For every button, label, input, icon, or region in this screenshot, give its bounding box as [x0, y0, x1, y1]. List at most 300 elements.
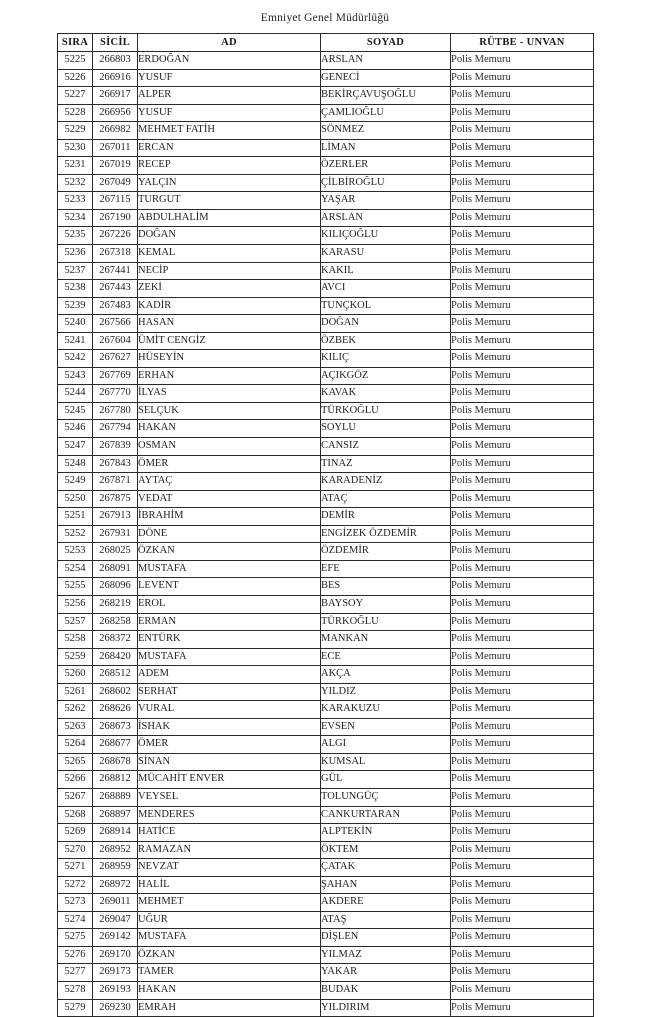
table-row: [58, 174, 594, 192]
cell-rutbe: Polis Memuru: [451, 508, 594, 526]
table-row: [58, 332, 594, 350]
cell-soyad: BES: [321, 578, 451, 596]
cell-sicil: 266916: [93, 69, 138, 87]
table-row: [58, 473, 594, 491]
cell-rutbe: Polis Memuru: [451, 946, 594, 964]
cell-sira: 5257: [58, 613, 93, 631]
cell-rutbe: Polis Memuru: [451, 929, 594, 947]
table-row: [58, 87, 594, 105]
cell-sicil: 269047: [93, 911, 138, 929]
cell-sira: 5242: [58, 350, 93, 368]
cell-sicil: 268673: [93, 718, 138, 736]
cell-sira: 5234: [58, 209, 93, 227]
cell-ad: TURGUT: [138, 192, 321, 210]
cell-ad: KADİR: [138, 297, 321, 315]
table-row: [58, 824, 594, 842]
table-row: [58, 578, 594, 596]
cell-rutbe: Polis Memuru: [451, 473, 594, 491]
cell-rutbe: Polis Memuru: [451, 87, 594, 105]
cell-soyad: ARSLAN: [321, 209, 451, 227]
table-row: [58, 297, 594, 315]
table-row: [58, 806, 594, 824]
roster-table-container: [57, 33, 593, 1017]
cell-sicil: 266917: [93, 87, 138, 105]
table-row: [58, 648, 594, 666]
column-header-rutbe: RÜTBE - UNVAN: [451, 34, 594, 52]
table-row: [58, 631, 594, 649]
cell-rutbe: Polis Memuru: [451, 876, 594, 894]
cell-soyad: CANKURTARAN: [321, 806, 451, 824]
cell-sicil: 268678: [93, 753, 138, 771]
cell-sira: 5241: [58, 332, 93, 350]
cell-sicil: 268889: [93, 788, 138, 806]
cell-rutbe: Polis Memuru: [451, 332, 594, 350]
table-row: [58, 560, 594, 578]
cell-rutbe: Polis Memuru: [451, 999, 594, 1017]
cell-rutbe: Polis Memuru: [451, 543, 594, 561]
table-row: [58, 69, 594, 87]
cell-sicil: 267190: [93, 209, 138, 227]
cell-rutbe: Polis Memuru: [451, 490, 594, 508]
table-body: [58, 52, 594, 1017]
cell-rutbe: Polis Memuru: [451, 420, 594, 438]
cell-soyad: KARAKUZU: [321, 701, 451, 719]
cell-soyad: DİŞLEN: [321, 929, 451, 947]
cell-soyad: ÖZDEMİR: [321, 543, 451, 561]
cell-ad: HASAN: [138, 315, 321, 333]
cell-sicil: 268602: [93, 683, 138, 701]
table-row: [58, 525, 594, 543]
cell-sicil: 268897: [93, 806, 138, 824]
cell-soyad: TÜRKOĞLU: [321, 613, 451, 631]
cell-sira: 5236: [58, 245, 93, 263]
cell-soyad: MANKAN: [321, 631, 451, 649]
cell-soyad: TINAZ: [321, 455, 451, 473]
table-row: [58, 771, 594, 789]
cell-sira: 5274: [58, 911, 93, 929]
cell-sira: 5238: [58, 280, 93, 298]
table-row: [58, 701, 594, 719]
cell-sicil: 267627: [93, 350, 138, 368]
cell-sicil: 267483: [93, 297, 138, 315]
cell-sira: 5267: [58, 788, 93, 806]
cell-rutbe: Polis Memuru: [451, 455, 594, 473]
cell-ad: ERCAN: [138, 139, 321, 157]
cell-soyad: SÖNMEZ: [321, 122, 451, 140]
cell-soyad: ÇAMLIOĞLU: [321, 104, 451, 122]
cell-rutbe: Polis Memuru: [451, 385, 594, 403]
cell-sira: 5275: [58, 929, 93, 947]
cell-soyad: ECE: [321, 648, 451, 666]
cell-ad: ERHAN: [138, 367, 321, 385]
cell-rutbe: Polis Memuru: [451, 824, 594, 842]
cell-soyad: YAKAR: [321, 964, 451, 982]
cell-ad: HATİCE: [138, 824, 321, 842]
cell-sicil: 268677: [93, 736, 138, 754]
cell-sira: 5255: [58, 578, 93, 596]
cell-sicil: 268972: [93, 876, 138, 894]
cell-soyad: CANSIZ: [321, 438, 451, 456]
cell-soyad: TÜRKOĞLU: [321, 402, 451, 420]
cell-ad: ÖZKAN: [138, 543, 321, 561]
page-title: Emniyet Genel Müdürlüğü: [260, 12, 390, 24]
table-row: [58, 753, 594, 771]
table-row: [58, 876, 594, 894]
cell-sicil: 267913: [93, 508, 138, 526]
cell-ad: MUSTAFA: [138, 560, 321, 578]
cell-sira: 5253: [58, 543, 93, 561]
cell-soyad: ÇATAK: [321, 859, 451, 877]
table-row: [58, 946, 594, 964]
cell-ad: YUSUF: [138, 104, 321, 122]
cell-sira: 5243: [58, 367, 93, 385]
column-header-sira: SIRA: [58, 34, 93, 52]
cell-sira: 5246: [58, 420, 93, 438]
table-row: [58, 788, 594, 806]
cell-ad: NEVZAT: [138, 859, 321, 877]
cell-rutbe: Polis Memuru: [451, 315, 594, 333]
cell-ad: NECİP: [138, 262, 321, 280]
table-header-row: [58, 34, 594, 52]
cell-sira: 5230: [58, 139, 93, 157]
cell-sira: 5268: [58, 806, 93, 824]
cell-sicil: 268420: [93, 648, 138, 666]
cell-sira: 5237: [58, 262, 93, 280]
cell-soyad: YILDIZ: [321, 683, 451, 701]
cell-rutbe: Polis Memuru: [451, 788, 594, 806]
table-row: [58, 508, 594, 526]
cell-rutbe: Polis Memuru: [451, 648, 594, 666]
cell-sicil: 267011: [93, 139, 138, 157]
cell-ad: RAMAZAN: [138, 841, 321, 859]
cell-sira: 5244: [58, 385, 93, 403]
cell-sira: 5262: [58, 701, 93, 719]
table-row: [58, 929, 594, 947]
cell-sira: 5233: [58, 192, 93, 210]
cell-sira: 5258: [58, 631, 93, 649]
cell-sira: 5271: [58, 859, 93, 877]
cell-sicil: 267049: [93, 174, 138, 192]
cell-soyad: ÇİLBİROĞLU: [321, 174, 451, 192]
table-row: [58, 245, 594, 263]
cell-soyad: BEKİRÇAVUŞOĞLU: [321, 87, 451, 105]
table-row: [58, 613, 594, 631]
table-row: [58, 192, 594, 210]
cell-soyad: GÜL: [321, 771, 451, 789]
table-row: [58, 402, 594, 420]
cell-soyad: GENECİ: [321, 69, 451, 87]
cell-rutbe: Polis Memuru: [451, 701, 594, 719]
cell-ad: TAMER: [138, 964, 321, 982]
cell-sicil: 268096: [93, 578, 138, 596]
cell-sira: 5229: [58, 122, 93, 140]
table-row: [58, 736, 594, 754]
table-row: [58, 420, 594, 438]
cell-soyad: ÖZBEK: [321, 332, 451, 350]
cell-sicil: 269011: [93, 894, 138, 912]
table-row: [58, 157, 594, 175]
table-row: [58, 718, 594, 736]
cell-ad: HAKAN: [138, 420, 321, 438]
cell-soyad: AKDERE: [321, 894, 451, 912]
cell-rutbe: Polis Memuru: [451, 262, 594, 280]
cell-rutbe: Polis Memuru: [451, 666, 594, 684]
table-row: [58, 999, 594, 1017]
table-row: [58, 315, 594, 333]
cell-sira: 5232: [58, 174, 93, 192]
cell-sicil: 268372: [93, 631, 138, 649]
cell-rutbe: Polis Memuru: [451, 297, 594, 315]
cell-sicil: 267019: [93, 157, 138, 175]
cell-rutbe: Polis Memuru: [451, 613, 594, 631]
cell-ad: AYTAÇ: [138, 473, 321, 491]
table-row: [58, 122, 594, 140]
cell-soyad: KUMSAL: [321, 753, 451, 771]
column-header-soyad: SOYAD: [321, 34, 451, 52]
cell-ad: İBRAHİM: [138, 508, 321, 526]
cell-ad: MEHMET FATİH: [138, 122, 321, 140]
cell-rutbe: Polis Memuru: [451, 736, 594, 754]
cell-soyad: ATAŞ: [321, 911, 451, 929]
cell-soyad: ŞAHAN: [321, 876, 451, 894]
cell-rutbe: Polis Memuru: [451, 350, 594, 368]
table-row: [58, 52, 594, 70]
cell-soyad: KARADENİZ: [321, 473, 451, 491]
cell-rutbe: Polis Memuru: [451, 52, 594, 70]
cell-soyad: BAYSOY: [321, 595, 451, 613]
cell-sira: 5240: [58, 315, 93, 333]
cell-sicil: 267226: [93, 227, 138, 245]
cell-sicil: 266982: [93, 122, 138, 140]
cell-sira: 5245: [58, 402, 93, 420]
cell-sira: 5247: [58, 438, 93, 456]
table-row: [58, 964, 594, 982]
cell-rutbe: Polis Memuru: [451, 578, 594, 596]
cell-sira: 5227: [58, 87, 93, 105]
table-row: [58, 543, 594, 561]
cell-rutbe: Polis Memuru: [451, 367, 594, 385]
cell-sira: 5278: [58, 981, 93, 999]
cell-sicil: 267839: [93, 438, 138, 456]
cell-sicil: 268258: [93, 613, 138, 631]
cell-soyad: ATAÇ: [321, 490, 451, 508]
cell-sira: 5266: [58, 771, 93, 789]
cell-rutbe: Polis Memuru: [451, 964, 594, 982]
table-row: [58, 385, 594, 403]
cell-sira: 5248: [58, 455, 93, 473]
cell-ad: ERMAN: [138, 613, 321, 631]
table-row: [58, 490, 594, 508]
cell-soyad: ALGI: [321, 736, 451, 754]
cell-rutbe: Polis Memuru: [451, 402, 594, 420]
cell-sicil: 268091: [93, 560, 138, 578]
cell-ad: HAKAN: [138, 981, 321, 999]
cell-ad: EMRAH: [138, 999, 321, 1017]
cell-soyad: YAŞAR: [321, 192, 451, 210]
cell-soyad: AÇIKGÖZ: [321, 367, 451, 385]
cell-rutbe: Polis Memuru: [451, 683, 594, 701]
cell-sicil: 268812: [93, 771, 138, 789]
column-header-ad: AD: [138, 34, 321, 52]
cell-rutbe: Polis Memuru: [451, 718, 594, 736]
cell-sicil: 267770: [93, 385, 138, 403]
cell-ad: UĞUR: [138, 911, 321, 929]
cell-sicil: 268959: [93, 859, 138, 877]
cell-ad: ABDULHALİM: [138, 209, 321, 227]
cell-ad: ALPER: [138, 87, 321, 105]
cell-ad: ÖMER: [138, 455, 321, 473]
roster-table: [57, 33, 594, 1017]
cell-soyad: BUDAK: [321, 981, 451, 999]
cell-soyad: ÖKTEM: [321, 841, 451, 859]
table-row: [58, 666, 594, 684]
table-row: [58, 841, 594, 859]
cell-sira: 5256: [58, 595, 93, 613]
cell-sira: 5259: [58, 648, 93, 666]
cell-sira: 5225: [58, 52, 93, 70]
cell-rutbe: Polis Memuru: [451, 806, 594, 824]
cell-sira: 5269: [58, 824, 93, 842]
cell-rutbe: Polis Memuru: [451, 280, 594, 298]
cell-soyad: TOLUNGÜÇ: [321, 788, 451, 806]
cell-soyad: KAVAK: [321, 385, 451, 403]
table-row: [58, 438, 594, 456]
table-row: [58, 262, 594, 280]
cell-ad: ERDOĞAN: [138, 52, 321, 70]
cell-sicil: 267931: [93, 525, 138, 543]
cell-soyad: DEMİR: [321, 508, 451, 526]
cell-ad: YUSUF: [138, 69, 321, 87]
cell-soyad: KILIÇ: [321, 350, 451, 368]
table-row: [58, 227, 594, 245]
cell-ad: VEDAT: [138, 490, 321, 508]
cell-ad: OSMAN: [138, 438, 321, 456]
table-row: [58, 981, 594, 999]
cell-sira: 5261: [58, 683, 93, 701]
cell-ad: ÖZKAN: [138, 946, 321, 964]
cell-rutbe: Polis Memuru: [451, 122, 594, 140]
cell-sira: 5231: [58, 157, 93, 175]
cell-rutbe: Polis Memuru: [451, 438, 594, 456]
cell-ad: MÜCAHİT ENVER: [138, 771, 321, 789]
table-row: [58, 350, 594, 368]
cell-sira: 5239: [58, 297, 93, 315]
cell-soyad: LİMAN: [321, 139, 451, 157]
cell-soyad: SOYLU: [321, 420, 451, 438]
cell-sicil: 267115: [93, 192, 138, 210]
cell-sicil: 269170: [93, 946, 138, 964]
cell-sicil: 267780: [93, 402, 138, 420]
cell-rutbe: Polis Memuru: [451, 841, 594, 859]
table-row: [58, 455, 594, 473]
cell-ad: ZEKİ: [138, 280, 321, 298]
cell-sicil: 269230: [93, 999, 138, 1017]
cell-ad: MUSTAFA: [138, 929, 321, 947]
cell-rutbe: Polis Memuru: [451, 104, 594, 122]
cell-soyad: YILDIRIM: [321, 999, 451, 1017]
cell-rutbe: Polis Memuru: [451, 174, 594, 192]
cell-sicil: 269173: [93, 964, 138, 982]
table-row: [58, 859, 594, 877]
cell-rutbe: Polis Memuru: [451, 227, 594, 245]
cell-sicil: 266956: [93, 104, 138, 122]
cell-sira: 5260: [58, 666, 93, 684]
cell-sicil: 268914: [93, 824, 138, 842]
cell-rutbe: Polis Memuru: [451, 139, 594, 157]
cell-sira: 5272: [58, 876, 93, 894]
cell-rutbe: Polis Memuru: [451, 595, 594, 613]
cell-ad: İSHAK: [138, 718, 321, 736]
cell-sicil: 268512: [93, 666, 138, 684]
table-row: [58, 595, 594, 613]
cell-sicil: 267875: [93, 490, 138, 508]
cell-soyad: AVCI: [321, 280, 451, 298]
cell-ad: SİNAN: [138, 753, 321, 771]
cell-soyad: YILMAZ: [321, 946, 451, 964]
cell-sicil: 266803: [93, 52, 138, 70]
cell-ad: VEYSEL: [138, 788, 321, 806]
cell-sicil: 268952: [93, 841, 138, 859]
cell-rutbe: Polis Memuru: [451, 209, 594, 227]
cell-sicil: 268219: [93, 595, 138, 613]
table-row: [58, 911, 594, 929]
cell-soyad: KARASU: [321, 245, 451, 263]
cell-ad: SELÇUK: [138, 402, 321, 420]
cell-ad: SERHAT: [138, 683, 321, 701]
column-header-sicil: SİCİL: [93, 34, 138, 52]
cell-ad: İLYAS: [138, 385, 321, 403]
cell-soyad: EFE: [321, 560, 451, 578]
table-row: [58, 683, 594, 701]
cell-rutbe: Polis Memuru: [451, 560, 594, 578]
cell-sicil: 267443: [93, 280, 138, 298]
cell-soyad: KAKIL: [321, 262, 451, 280]
cell-rutbe: Polis Memuru: [451, 69, 594, 87]
cell-rutbe: Polis Memuru: [451, 771, 594, 789]
cell-ad: YALÇIN: [138, 174, 321, 192]
cell-soyad: AKÇA: [321, 666, 451, 684]
cell-sira: 5273: [58, 894, 93, 912]
table-row: [58, 104, 594, 122]
cell-soyad: DOĞAN: [321, 315, 451, 333]
cell-ad: EROL: [138, 595, 321, 613]
table-header: [58, 34, 594, 52]
cell-rutbe: Polis Memuru: [451, 753, 594, 771]
cell-sicil: 267871: [93, 473, 138, 491]
cell-rutbe: Polis Memuru: [451, 911, 594, 929]
cell-sira: 5228: [58, 104, 93, 122]
cell-sira: 5250: [58, 490, 93, 508]
cell-sicil: 269193: [93, 981, 138, 999]
cell-ad: HÜSEYİN: [138, 350, 321, 368]
cell-sira: 5265: [58, 753, 93, 771]
cell-ad: VURAL: [138, 701, 321, 719]
cell-sicil: 267769: [93, 367, 138, 385]
table-row: [58, 367, 594, 385]
cell-sira: 5226: [58, 69, 93, 87]
cell-rutbe: Polis Memuru: [451, 981, 594, 999]
cell-rutbe: Polis Memuru: [451, 859, 594, 877]
cell-ad: MENDERES: [138, 806, 321, 824]
cell-ad: ÖMER: [138, 736, 321, 754]
cell-soyad: ALPTEKİN: [321, 824, 451, 842]
cell-sicil: 269142: [93, 929, 138, 947]
cell-rutbe: Polis Memuru: [451, 894, 594, 912]
cell-sicil: 267794: [93, 420, 138, 438]
cell-sira: 5270: [58, 841, 93, 859]
cell-rutbe: Polis Memuru: [451, 245, 594, 263]
cell-soyad: EVSEN: [321, 718, 451, 736]
